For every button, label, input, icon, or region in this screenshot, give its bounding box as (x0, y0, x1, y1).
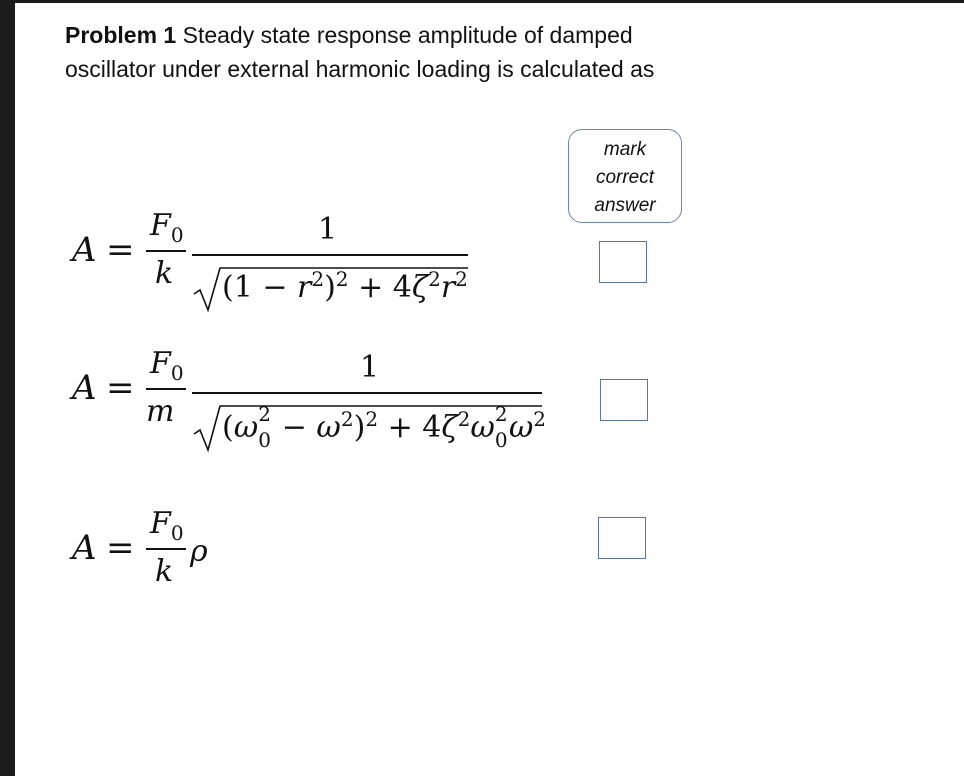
eq1-denominator: k (155, 256, 174, 291)
problem-label: Problem 1 (65, 22, 177, 48)
eq1-main-fraction-bar (192, 254, 468, 256)
left-border (0, 0, 15, 776)
eq2-denominator: m (146, 394, 175, 429)
mark-label-line2: correct (595, 167, 655, 188)
eq2-numerator: $F_0$ (150, 346, 184, 385)
eq3-denominator: k (155, 554, 174, 589)
eq3-fraction-bar (146, 548, 186, 550)
eq1-lhs: A (72, 230, 97, 270)
eq2-lhs: A (72, 368, 97, 408)
problem-statement (65, 18, 765, 86)
eq2-main-fraction-bar (192, 392, 542, 394)
eq1-fraction-bar (146, 250, 186, 252)
answer-checkbox-3[interactable] (598, 517, 646, 559)
mark-label-line3: answer (594, 195, 656, 216)
mark-correct-answer-label (568, 129, 682, 223)
eq3-equals: = (106, 528, 135, 568)
eq1-equals: = (106, 230, 135, 270)
eq2-one: 1 (360, 350, 380, 385)
problem-text-line1: Steady state response amplitude of damped (176, 22, 633, 48)
eq1-radicand: $(1 - r^2)^2 + 4\zeta^2r^2$ (222, 267, 468, 305)
answer-checkbox-2[interactable] (600, 379, 648, 421)
eq3-numerator: $F_0$ (150, 506, 184, 545)
eq2-radicand: (ω 2 0 − $\omega^2)^2 + 4\zeta^2\omega$ 2 0 $\omega^2$ (222, 402, 547, 452)
eq3-lhs: A (72, 528, 97, 568)
problem-text-line2: oscillator under external harmonic loading is calculated as (65, 56, 655, 82)
mark-label-line1: mark (603, 139, 647, 160)
eq3-rho: ρ (190, 534, 208, 569)
eq1-one: 1 (318, 212, 338, 247)
top-border (0, 0, 964, 3)
eq2-equals: = (106, 368, 135, 408)
eq2-fraction-bar (146, 388, 186, 390)
answer-checkbox-1[interactable] (599, 241, 647, 283)
eq1-numerator: $F_0$ (150, 208, 184, 247)
